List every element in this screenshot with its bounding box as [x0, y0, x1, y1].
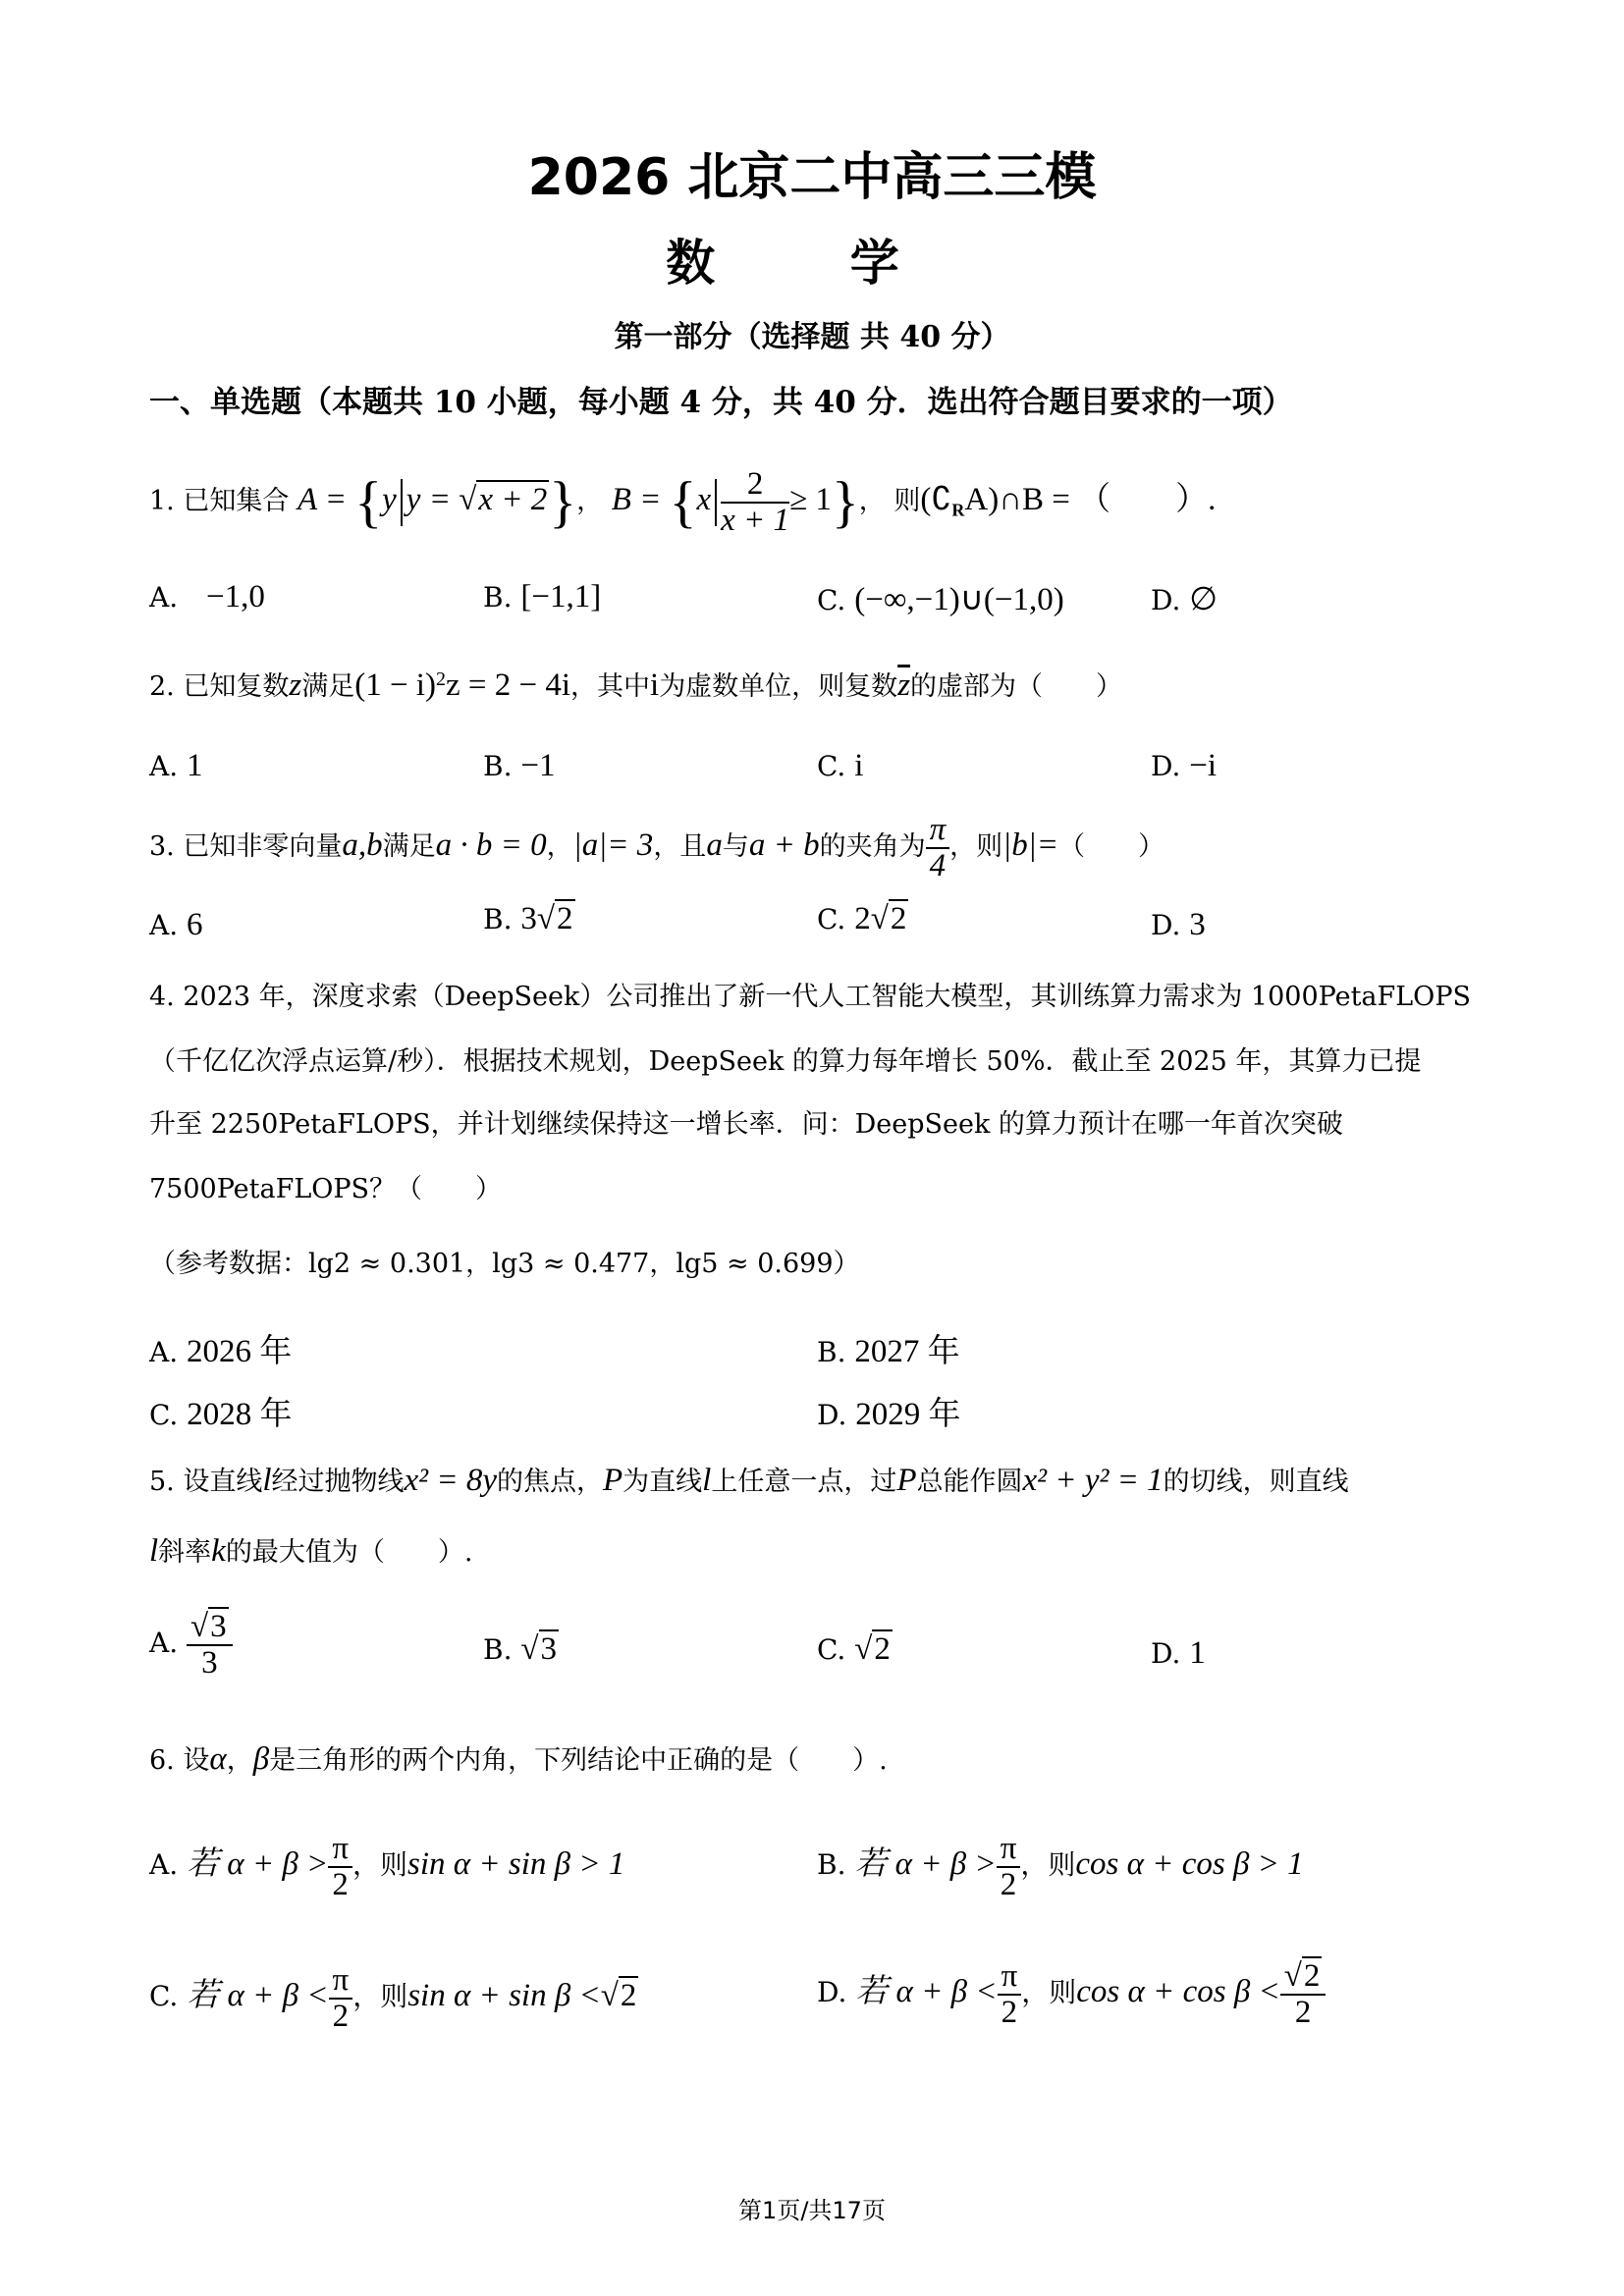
q4-option-d[interactable]: D. 2029 年: [817, 1397, 961, 1432]
q4-option-a[interactable]: A. 2026 年: [149, 1334, 293, 1369]
q2-option-d[interactable]: D. −i: [1151, 748, 1218, 783]
question-1: 1. 已知集合 A = {y y = √x + 2}， B = {x $\frac{2}{x + 1}$ ≥ 1}， 则$(∁_RA)\cap B$ = （ ）.: [149, 466, 1217, 538]
q3-option-c[interactable]: C. 2√2: [817, 901, 907, 936]
question-4-line-1: 4. 2023 年，深度求索（DeepSeek）公司推出了新一代人工智能大模型，其训练算力需求为 1000PetaFLOPS: [149, 982, 1471, 1012]
q1-option-b[interactable]: B. [−1,1]: [483, 579, 602, 614]
section-heading: 一、单选题（本题共 10 小题，每小题 4 分，共 40 分．选出符合题目要求的一项）: [149, 385, 1293, 420]
q6-option-c[interactable]: C. 若 α + β < $\frac{\pi}{2}$ ，则sin α + sin β <√2: [149, 1962, 637, 2034]
q6-option-b[interactable]: B. 若 α + β > $\frac{\pi}{2}$ ，则cos α + cos β > 1: [817, 1831, 1304, 1902]
q5-option-d[interactable]: D. 1: [1151, 1635, 1206, 1671]
q3-option-d[interactable]: D. 3: [1151, 907, 1206, 942]
part-heading: 第一部分（选择题 共 40 分）: [614, 320, 1010, 354]
q4-option-b[interactable]: B. 2027 年: [817, 1334, 960, 1369]
question-4-line-2: （千亿亿次浮点运算/秒）．根据技术规划，DeepSeek 的算力每年增长 50%．截止至 2025 年，其算力已提: [149, 1046, 1422, 1077]
q4-option-c[interactable]: C. 2028 年: [149, 1397, 293, 1432]
q5-option-b[interactable]: B. √3: [483, 1631, 558, 1667]
q5-option-c[interactable]: C. √2: [817, 1631, 891, 1667]
question-5-line-2: l斜率k的最大值为（ ）.: [149, 1533, 473, 1569]
subject-title: 数 学: [666, 235, 958, 292]
q1-option-a[interactable]: A. −1,0: [149, 579, 265, 614]
question-4-line-3: 升至 2250PetaFLOPS，并计划继续保持这一增长率．问：DeepSeek 的算力预计在哪一年首次突破: [149, 1109, 1343, 1140]
page-number: 第1页/共17页: [738, 2197, 886, 2224]
question-2: 2. 已知复数z满足$(1 - i)^2z = 2 - 4i$，其中i为虚数单位，则复数$\overline{z}$的虚部为（ ）: [149, 667, 1123, 703]
q3-option-a[interactable]: A. 6: [149, 907, 203, 942]
q1-option-c[interactable]: C. (−∞,−1)∪(−1,0): [817, 582, 1064, 617]
q2-option-b[interactable]: B. −1: [483, 748, 556, 783]
question-4-line-4: 7500PetaFLOPS？（ ）: [149, 1174, 503, 1204]
q5-option-a[interactable]: A. $\frac{√3}{3}$: [149, 1610, 233, 1680]
question-4-reference: （参考数据：lg2 ≈ 0.301，lg3 ≈ 0.477，lg5 ≈ 0.699）: [149, 1249, 860, 1279]
question-5-line-1: 5. 设直线l经过抛物线x² = 8y的焦点，P为直线l上任意一点，过P总能作圆x² + y² = 1的切线，则直线: [149, 1463, 1349, 1498]
q1-option-d[interactable]: D. ∅: [1151, 582, 1218, 617]
q2-option-c[interactable]: C. i: [817, 748, 864, 783]
q3-option-b[interactable]: B. 3√2: [483, 901, 573, 936]
q6-option-d[interactable]: D. 若 α + β < $\frac{\pi}{2}$ ，则cos α + cos β < $\frac{√2}{2}$: [817, 1959, 1326, 2029]
exam-title: 2026 北京二中高三三模: [527, 148, 1097, 207]
q2-option-a[interactable]: A. 1: [149, 748, 203, 783]
question-3: 3. 已知非零向量a,b满足a · b = 0，|a|= 3，且a与a + b的夹角为 $\frac{\pi}{4}$ ，则|b|=（ ）: [149, 812, 1165, 883]
q6-option-a[interactable]: A. 若 α + β > $\frac{\pi}{2}$ ，则sin α + sin β > 1: [149, 1831, 625, 1902]
question-6: 6. 设α，β是三角形的两个内角，下列结论中正确的是（ ）.: [149, 1741, 888, 1777]
